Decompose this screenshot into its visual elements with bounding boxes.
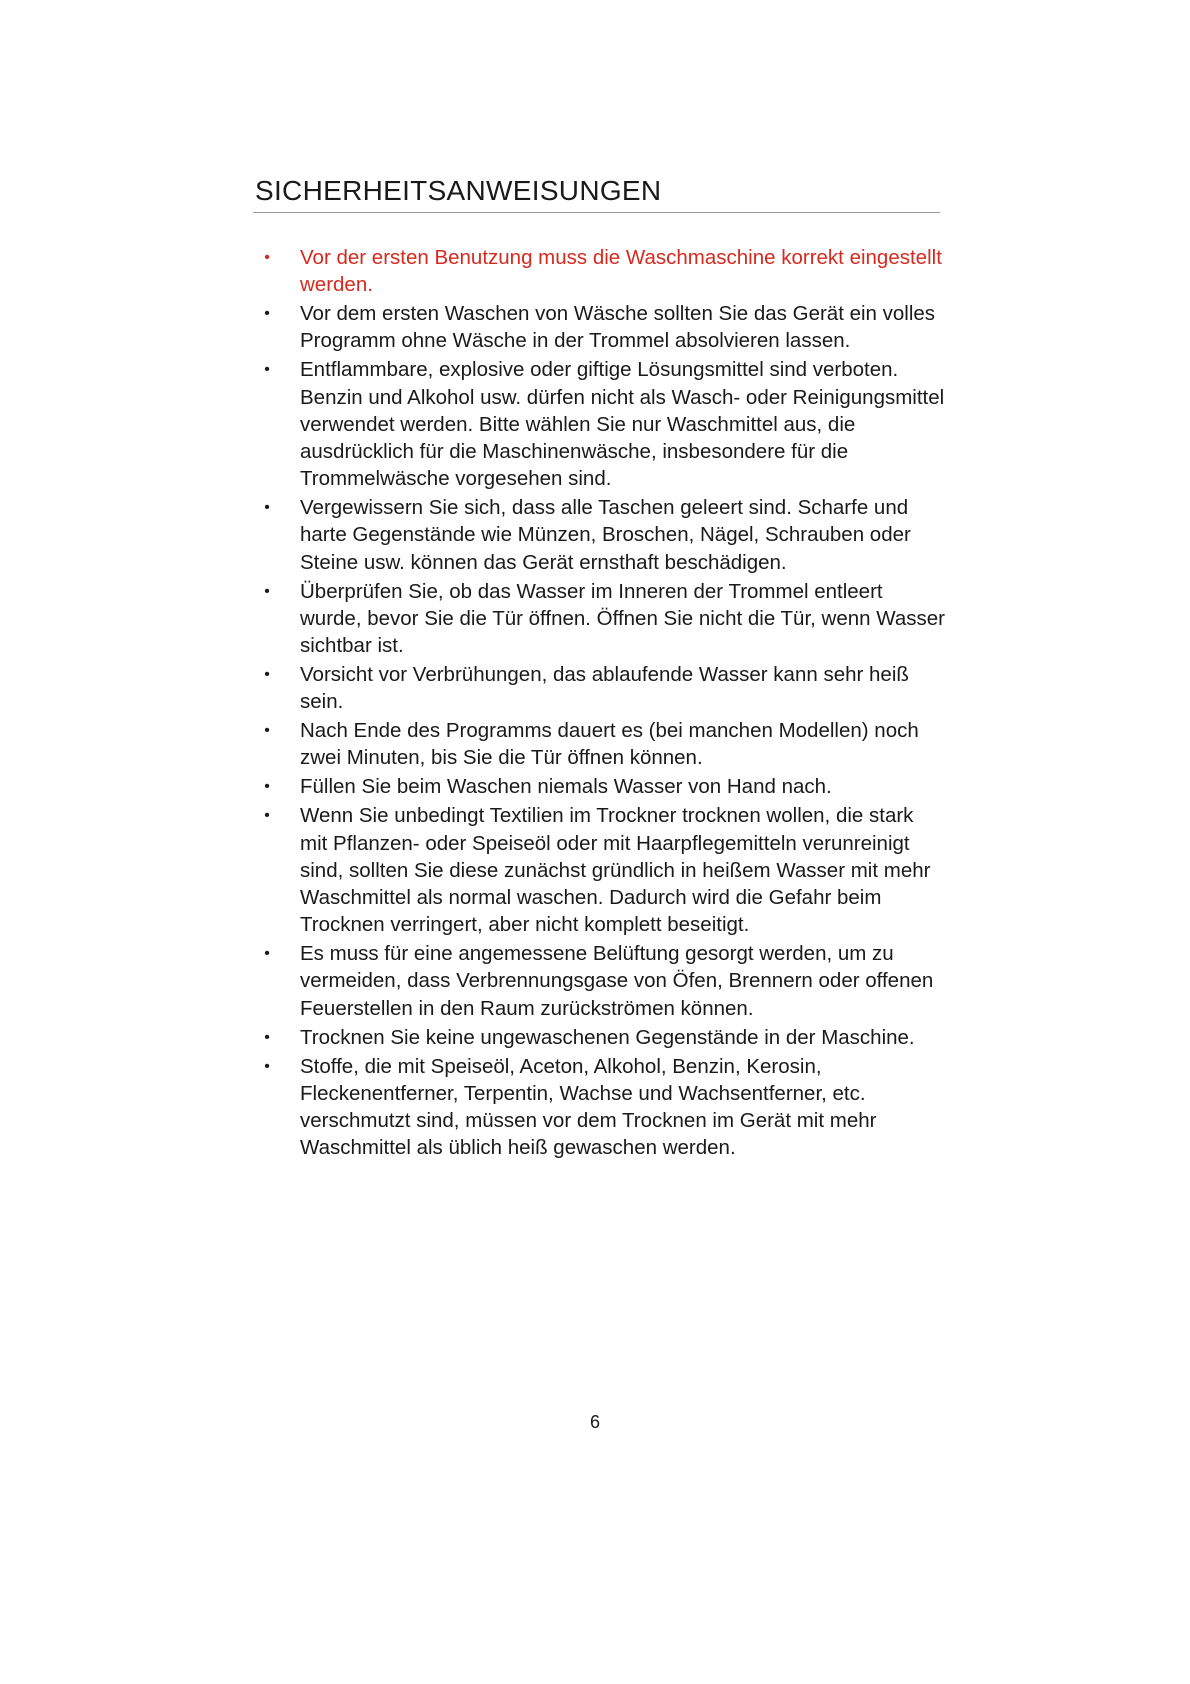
list-item-text: Stoffe, die mit Speiseöl, Aceton, Alkohol, Benzin, Kerosin, Fleckenentferner, Terpentin, Wachse und Wachsentferner, etc. verschmutzt sind, müssen vor dem Trocknen im Gerät mit mehr Waschmittel als üblich heiß gewaschen werden. bbox=[300, 1054, 877, 1160]
list-item-text: Vergewissern Sie sich, dass alle Taschen geleert sind. Scharfe und harte Gegenstände wie Münzen, Broschen, Nägel, Schrauben oder Steine usw. können das Gerät ernsthaft beschädigen. bbox=[300, 496, 911, 574]
list-item bbox=[255, 661, 945, 715]
bullet-icon: • bbox=[264, 778, 270, 796]
heading-rule bbox=[253, 212, 940, 213]
bullet-icon: • bbox=[264, 499, 270, 517]
bullet-icon: • bbox=[264, 945, 270, 963]
list-item-text: Entflammbare, explosive oder giftige Lösungsmittel sind verboten. Benzin und Alkohol usw. dürfen nicht als Wasch- oder Reinigungsmittel verwendet werden. Bitte wählen Sie nur Waschmittel aus, die ausdrücklich für die Maschinenwäsche, insbesondere für die Trommelwäsche vorgesehen sind. bbox=[300, 358, 945, 491]
list-item-text: Vor der ersten Benutzung muss die Waschmaschine korrekt eingestellt werden. bbox=[300, 246, 942, 297]
safety-instructions-list bbox=[255, 244, 945, 1163]
list-item bbox=[255, 300, 945, 354]
list-item bbox=[255, 356, 945, 492]
list-item-text: Wenn Sie unbedingt Textilien im Trockner trocknen wollen, die stark mit Pflanzen- oder Speiseöl oder mit Haarpflegemitteln verunreinigt sind, sollten Sie diese zunächst gründlich in heißem Wasser mit mehr Waschmittel als normal waschen. Dadurch wird die Gefahr beim Trocknen verringert, aber nicht komplett beseitigt. bbox=[300, 804, 931, 937]
bullet-icon: • bbox=[264, 249, 270, 266]
list-item bbox=[255, 494, 945, 576]
list-item bbox=[255, 1053, 945, 1162]
list-item bbox=[255, 773, 945, 800]
list-item bbox=[255, 244, 945, 298]
bullet-icon: • bbox=[264, 1057, 270, 1075]
list-item bbox=[255, 1024, 945, 1051]
list-item-text: Überprüfen Sie, ob das Wasser im Inneren der Trommel entleert wurde, bevor Sie die Tür öffnen. Öffnen Sie nicht die Tür, wenn Wasser sichtbar ist. bbox=[300, 579, 945, 658]
bullet-icon: • bbox=[264, 582, 270, 600]
list-item-text: Vorsicht vor Verbrühungen, das ablaufende Wasser kann sehr heiß sein. bbox=[300, 663, 909, 714]
bullet-icon: • bbox=[264, 1028, 270, 1046]
list-item-text: Trocknen Sie keine ungewaschenen Gegenstände in der Maschine. bbox=[300, 1025, 915, 1049]
list-item-text: Füllen Sie beim Waschen niemals Wasser von Hand nach. bbox=[300, 775, 832, 799]
bullet-icon: • bbox=[264, 361, 270, 379]
list-item bbox=[255, 578, 945, 660]
list-item-text: Es muss für eine angemessene Belüftung gesorgt werden, um zu vermeiden, dass Verbrennungsgase von Öfen, Brennern oder offenen Feuerstellen in den Raum zurückströmen können. bbox=[300, 942, 934, 1020]
bullet-icon: • bbox=[264, 305, 270, 323]
list-item bbox=[255, 802, 945, 938]
list-item bbox=[255, 717, 945, 771]
bullet-icon: • bbox=[264, 807, 270, 825]
section-heading: SICHERHEITSANWEISUNGEN bbox=[255, 175, 662, 206]
list-item-text: Nach Ende des Programms dauert es (bei manchen Modellen) noch zwei Minuten, bis Sie die Tür öffnen können. bbox=[300, 719, 919, 770]
list-item bbox=[255, 940, 945, 1022]
bullet-icon: • bbox=[264, 666, 270, 684]
page-number: 6 bbox=[589, 1412, 600, 1432]
list-item-text: Vor dem ersten Waschen von Wäsche sollten Sie das Gerät ein volles Programm ohne Wäsche in der Trommel absolvieren lassen. bbox=[300, 302, 936, 353]
bullet-icon: • bbox=[264, 722, 270, 740]
